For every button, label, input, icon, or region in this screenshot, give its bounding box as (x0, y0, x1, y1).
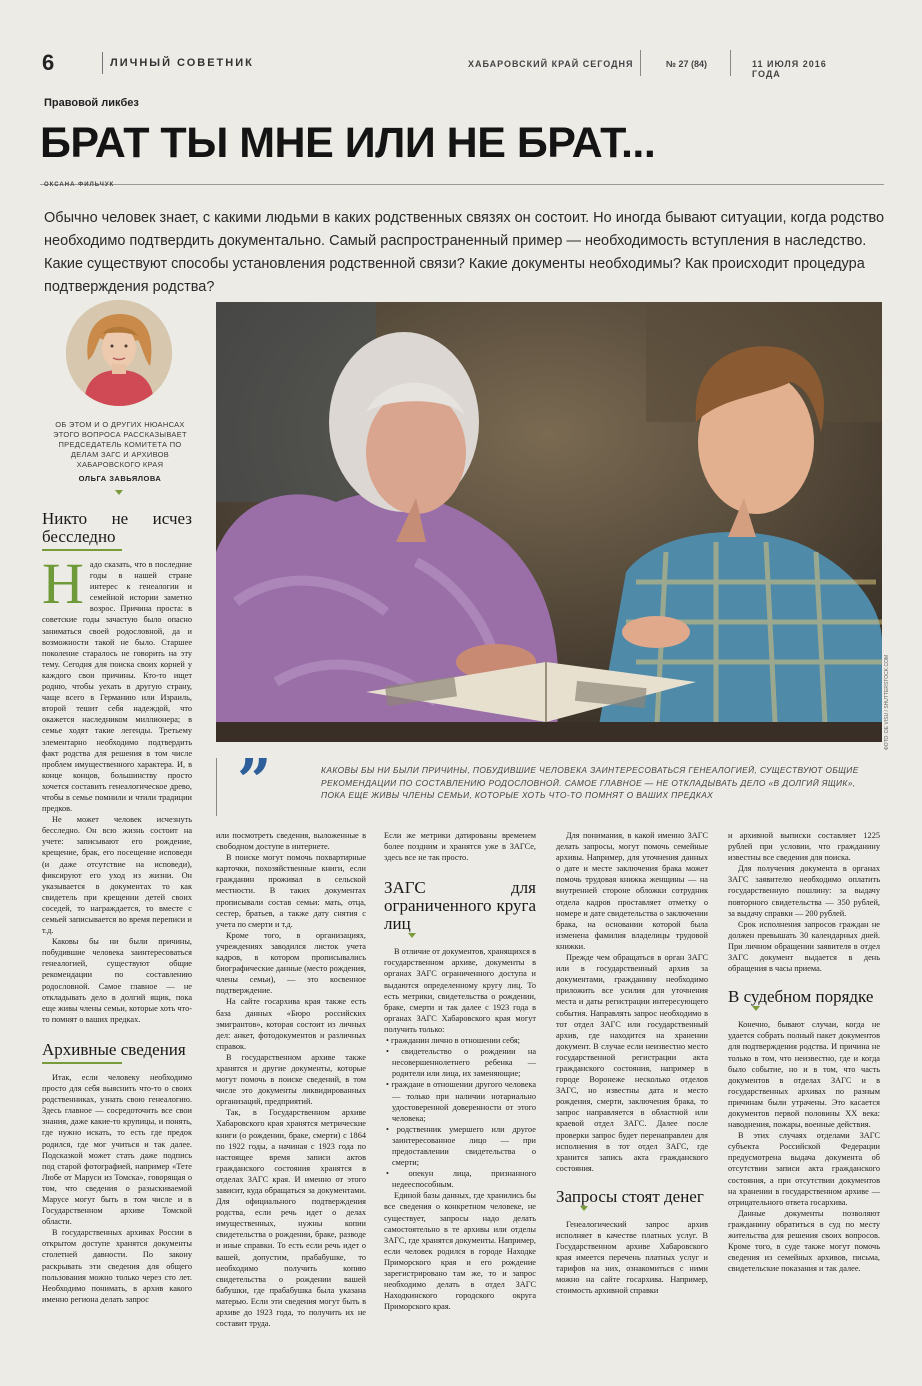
quote-mark: ” (237, 747, 272, 817)
page-header (40, 50, 852, 80)
photo-credit: ФОТО: DE VISU / SHUTTERSTOCK.COM (884, 654, 890, 750)
paragraph: Итак, если человеку необходимо просто для себя выяснить что-то о своих родственниках, узнать свою генеалогию. Здесь главное — сосредоточить все свои знания, даже какие-то крупицы, и понять, где нужно искать, то есть где предок родился, где мог учиться и так далее. Подсказкой может стать даже подпись под старой фотографией, например «Тете Любе от Маруси из Томска», говорящая о том, что сведения о разыскиваемой Марусе могут быть в том числе и в Государственном архиве Томской области. (42, 1072, 192, 1227)
paragraph (42, 551, 192, 814)
drop-cap: Н (42, 551, 84, 616)
list-item: • гражданин лично в отношении себя; (384, 1035, 536, 1046)
subheading: В судебном порядке (728, 987, 874, 1007)
page-number: 6 (42, 50, 55, 75)
pull-quote (216, 747, 882, 817)
paragraph: Не может человек исчезнуть бесследно. Он всю жизнь состоит на учете: записывают его рождение, крещение, брак, его посещение исповеди (и даже отсутствие на исповеди), фиксируют его уход из жизни. Он указывается в документах то как свидетель при крещении детей своих соседей, то награждается, то вместе с семьей записывается во время переписи и т.д. (42, 815, 192, 936)
paragraph: Для понимания, в какой именно ЗАГС делать запросы, могут помочь семейные архивы. Например, для уточнения данных о дате и месте заключения брака может помочь трудовая книжка женщины — на внутренней стороне обложки сотрудник отдела кадров проставляет отметку о номере и дате свидетельства о заключении брака, на основании которой была изменена фамилия владелицы трудовой книжки. (556, 831, 708, 951)
paragraph: Для получения документа в органах ЗАГС заявителю необходимо оплатить государственную пошлину: за выдачу повторного свидетельства — 350 рублей, за выдачу справки — 200 рублей. (728, 864, 880, 918)
expert-name: ОЛЬГА ЗАВЬЯЛОВА (78, 474, 162, 483)
subheading-rule (42, 1062, 122, 1064)
section-label: Правовой ликбез (44, 97, 139, 109)
rubric: ЛИЧНЫЙ СОВЕТНИК (110, 57, 254, 69)
pointer-marker (115, 490, 123, 495)
column-2 (216, 830, 366, 1329)
paragraph: На сайте госархива края также есть база данных «Бюро российских эмигрантов», которая состоит из личных дел: анкет, фотодокументов и различных справок. (216, 997, 366, 1051)
divider (730, 50, 731, 76)
column-5 (728, 830, 880, 1274)
paragraph: Генеалогический запрос архив исполняет в качестве платных услуг. В Государственном архиве Хабаровского края имеется перечень платных услуг и тарифов на них, ознакомиться с ними можно на сайте госархива. Например, стоимость архивной справки (556, 1219, 708, 1296)
paragraph: В отличие от документов, хранящихся в государственном архиве, документы в органах ЗАГС ограниченного доступа и выдаются определенному кругу лиц. То есть метрики, свидетельства о рождении, браке, смерти и так далее с 1923 года в органах ЗАГС Хабаровского края могут получить только: (384, 947, 536, 1034)
paragraph: Срок исполнения запросов граждан не должен превышать 30 календарных дней. При личном обращении заявителя в отдел ЗАГС документ выдается в день обращения в часы приема. (728, 919, 880, 974)
expert-caption: ОБ ЭТОМ И О ДРУГИХ НЮАНСАХ ЭТОГО ВОПРОСА РАССКАЗЫВАЕТ ПРЕДСЕДАТЕЛЬ КОМИТЕТА ПО ДЕЛАМ ЗАГС И АРХИВОВ ХАБАРОВСКОГО КРАЯ (53, 420, 187, 469)
paragraph: Данные документы позволяют гражданину обратиться в суд по месту жительства для решения своих вопросов. Кроме того, в суде также могут помочь сведения из семейных архивов, письма, свидетельские показания и так далее. (728, 1208, 880, 1274)
paragraph: В этих случаях отделами ЗАГС субъекта Российской Федерации предусмотрена выдача документа об отсутствии записи акта гражданского состояния, а при отсутствии документов на хранении в государственном архиве — отрицательного ответа госархива. (728, 1131, 880, 1207)
byline: ОКСАНА ФИЛЬЧУК (44, 182, 115, 188)
paragraph: Кроме того, в организациях, учреждениях заводился листок учета кадров, в котором прописывались биографические данные (место рождения, члены семьи), — это косвенное подтверждение. (216, 930, 366, 996)
paragraph-text: адо сказать, что в последние годы в нашей стране интерес к генеалогии и семейной истории заметно возрос. Причина проста: в советские годы зачастую было опасно заниматься своей родословной, да и возможности такой не было. Старшее поколение старалось не говорить на эту тему. Сегодня для поиска своих корней у каждого свои причины. Кто-то ищет родню, чтобы уехать в другую страну, чаще всего в Германию или Израиль, второй тешит себя надеждой, что окажется наследником миллионера; в семье ходят такие легенды. Третьему элементарно необходимо подтвердить факт родства для решения в том числе проблем имущественного характера. И, в конце концов, большинству просто хочется составить генеалогическое древо, чтобы в семье помнили и чтили традиции предков. (42, 560, 192, 814)
paragraph: Так, в Государственном архиве Хабаровского края хранятся метрические книги (о рождении, браке, смерти) с 1864 по 1922 годы, а начиная с 1923 года по настоящее время записи актов гражданского состояния хранятся в отделах ЗАГС края. И именно от этого зависит, куда обращаться за документами. Для официального подтверждения родства, если речь идет о делах имущественных, нужны копии свидетельства о рождении, браке, разводе и иные справки. То есть если речь идет о вашей, допустим, прабабушке, то необходимо получить копию свидетельства о рождении вашей бабушки, где прабабушка была указана матерью. Если эти сведения могут быть в архиве до 1923 года, то получить их не составит труда. (216, 1108, 366, 1329)
title-rule (40, 184, 884, 185)
subheading: Запросы стоят денег (556, 1186, 704, 1206)
subheading-marker (580, 1206, 588, 1211)
quote-text: КАКОВЫ БЫ НИ БЫЛИ ПРИЧИНЫ, ПОБУДИВШИЕ ЧЕЛОВЕКА ЗАИНТЕРЕСОВАТЬСЯ ГЕНЕАЛОГИЕЙ, СУЩЕСТВУЮТ ОБЩИЕ РЕКОМЕНДАЦИИ ПО СОСТАВЛЕНИЮ РОДОСЛОВНОЙ. САМОЕ ГЛАВНОЕ — НЕ ОТКЛАДЫВАТЬ ДЕЛО «В ДОЛГИЙ ЯЩИК», ПОКА ЕЩЕ ЖИВЫ ЧЛЕНЫ СЕМЬИ, КОТОРЫЕ ХОТЬ ЧТО-ТО ПОМНЯТ О ВАШИХ ПРЕДКАХ (321, 765, 859, 800)
subheading-marker (408, 933, 416, 938)
subheading: Никто не исчез бесследно (42, 509, 192, 546)
list-item: • родственник умершего или другое заинтересованное лицо — при предоставлении свидетельства о смерти; (384, 1124, 536, 1168)
paragraph: и архивной выписки составляет 1225 рублей при условии, что гражданину известны все сведения для поиска. (728, 831, 880, 863)
newspaper-name: ХАБАРОВСКИЙ КРАЙ СЕГОДНЯ (468, 59, 634, 69)
column-3 (384, 830, 536, 1312)
paragraph: Конечно, бывают случаи, когда не удается собрать полный пакет документов для подтверждения родства. И причина не только в том, что неизвестно, где и когда было событие, но и в том, что часть документов в отделах ЗАГС и в государственных архивах по разным причинам были утрачены. Это касается документов первой половины XX века: наводнения, пожары, военные действия. (728, 1020, 880, 1130)
expert-portrait (66, 300, 172, 406)
issue-number: № 27 (84) (666, 59, 708, 69)
paragraph: Единой базы данных, где хранились бы все сведения о конкретном человеке, не существует, запросы надо делать самостоятельно в те архивы или отделы ЗАГС, где хранятся документы. Например, если человек родился в городе Находке Приморского края и его рождение зарегистрировано там же, то и запрос необходимо делать в отдел ЗАГС Находкинского городского округа Приморского края. (384, 1191, 536, 1312)
subheading: ЗАГС для ограниченного круга лиц (384, 878, 536, 934)
paragraph: Прежде чем обращаться в орган ЗАГС или в государственный архив за документами, гражданину необходимо приложить все усилия для уточнения места и даты регистрации интересующего события. Направлять запрос необходимо в тот отдел ЗАГС или государственный архив, где находится на хранении документ. В случае если неизвестно место государственной регистрации акта гражданского состояния, например в городе Воронеже несколько отделов ЗАГС, но известны дата и место рождения, смерти, заключения брака, то запрос направляется в областной или краевой отдел ЗАГС. Далее после проверки запрос будет перенаправлен для исполнения в тот отдел ЗАГС, где хранится запись акта гражданского состояния. (556, 953, 708, 1173)
headline: БРАТ ТЫ МНЕ ИЛИ НЕ БРАТ... (40, 119, 656, 167)
divider (640, 50, 641, 76)
paragraph: В государственном архиве также хранятся и другие документы, которые могут помочь в поиске сведений, в том числе это документы ликвидированных организаций, предприятий. (216, 1052, 366, 1107)
list-item: • свидетельство о рождении на несовершеннолетнего ребенка — родители или лица, их заменяющие; (384, 1046, 536, 1079)
paragraph: В поиске могут помочь похвартирные карточки, похозяйственные книги, если гражданин проживал в сельской местности. В таких документах прописывали состав семьи: мать, отца, сестер, братьев, а также дату снятия с учета по смерти и т.д. (216, 853, 366, 929)
paragraph: В государственных архивах России в открытом доступе хранятся документы столетней давности. По закону раскрывать эти сведения для общего пользования можно только через сто лет. Необходимо понимать, в архив какого именно региона делать запрос (42, 1228, 192, 1304)
lead-paragraph: Обычно человек знает, с какими людьми в каких родственных связях он состоит. Но иногда бывают ситуации, когда родство необходимо подтвердить документально. Самый распространенный пример — необходимость вступления в наследство. Какие существуют способы установления родственной связи? Какие документы необходимы? Как происходит процедура подтверждения родства? (44, 210, 885, 295)
article-photo (216, 302, 882, 742)
subheading: Архивные сведения (42, 1039, 186, 1059)
column-1 (42, 510, 192, 1305)
paragraph: Если же метрики датированы временем более поздним и хранятся уже в ЗАГСе, здесь все не так просто. (384, 831, 536, 863)
divider (102, 52, 103, 74)
subheading-marker (752, 1006, 760, 1011)
paragraph: или посмотреть сведения, выложенные в свободном доступе в интернете. (216, 831, 366, 852)
column-4 (556, 830, 708, 1297)
list-item: • граждане в отношении другого человека — только при наличии нотариально удостоверенной доверенности от этого человека; (384, 1079, 536, 1123)
paragraph: Каковы бы ни были причины, побудившие человека заинтересоваться генеалогией, существуют общие рекомендации по составлению родословной. Самое главное — не откладывать дело в долгий ящик, пока еще живы члены семьи, которые хоть что-то помнят о ваших предках. (42, 937, 192, 1024)
list-item: • опекун лица, признанного недееспособным. (384, 1168, 536, 1190)
issue-date: 11 ИЮЛЯ 2016 ГОДА (752, 59, 827, 79)
eligibility-list (384, 1035, 536, 1190)
